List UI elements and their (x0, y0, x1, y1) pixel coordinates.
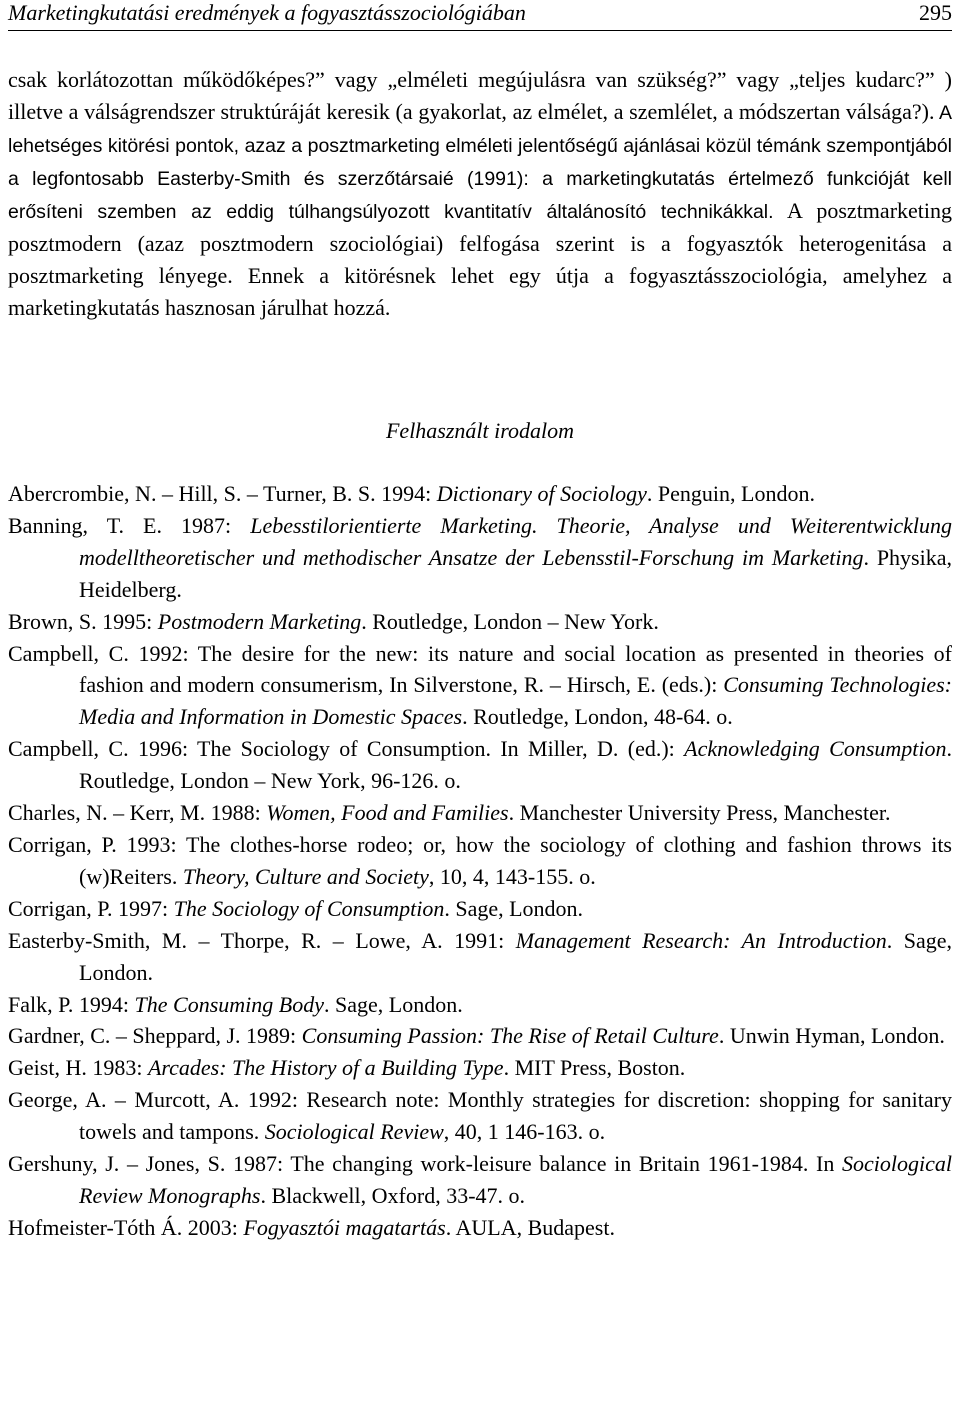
ref-title: Acknowledging Consumption (684, 736, 947, 762)
reference-item (8, 925, 952, 989)
ref-title: Arcades: The History of a Building Type (147, 1055, 504, 1081)
ref-publisher: . Penguin, London. (646, 481, 815, 506)
ref-title: Theory, Culture and Society (182, 863, 429, 889)
ref-author-year: Gardner, C. – Sheppard, J. 1989: (8, 1023, 302, 1049)
reference-item (8, 829, 952, 893)
ref-author-year: Corrigan, P. 1993: The clothes-horse rodeo; or, how the sociology of clothing and fashion throws its (w)Reiters. (8, 831, 952, 889)
running-header (8, 0, 952, 31)
ref-publisher: . MIT Press, Boston. (503, 1055, 686, 1081)
ref-publisher: . Routledge, London – New York, 96-126. o. (79, 736, 953, 794)
body-text-sans: A lehetséges kitörési pontok, azaz a posztmarketing elméleti jelentőségű ajánlásai közül témánk szempontjából a legfontosabb Easterby-Smith és szerzőtársaié (1991): a marketingkutatás értelmező funkcióját kell erősíteni szemben az eddig túlhangsúlyozott kvantitatív általánosító technikákkal. (8, 102, 952, 223)
reference-item (8, 893, 952, 925)
reference-item (8, 733, 952, 797)
running-title: Marketingkutatási eredmények a fogyasztásszociológiában (8, 0, 526, 25)
ref-title: The Sociology of Consumption (173, 895, 445, 921)
ref-publisher: . Routledge, London, 48-64. o. (462, 704, 733, 730)
reference-item (8, 478, 952, 510)
reference-item (8, 1052, 952, 1084)
reference-item (8, 1020, 952, 1052)
ref-title: Lebesstilorientierte Marketing. Theorie, Analyse und Weiterentwicklung modelltheoretischer und methodischer Ansatze der Lebensstil-Forschung im Marketing (79, 512, 952, 570)
ref-title: Consuming Technologies: Media and Information in Domestic Spaces (79, 672, 953, 730)
reference-item (8, 510, 952, 606)
ref-publisher: . Manchester University Press, Manchester. (508, 800, 891, 826)
ref-publisher: , 40, 1 146-163. o. (443, 1119, 606, 1145)
reference-item (8, 1084, 952, 1148)
ref-publisher: . Unwin Hyman, London. (718, 1023, 945, 1049)
ref-publisher: . Sage, London. (79, 927, 952, 985)
ref-publisher: . Blackwell, Oxford, 33-47. o. (260, 1182, 526, 1208)
section-title: Felhasznált irodalom (385, 418, 575, 443)
ref-title: Postmodern Marketing (157, 608, 362, 634)
reference-list (8, 478, 952, 1244)
ref-author-year: Campbell, C. 1992: The desire for the new: its nature and social location as presented in theories of fashion and modern consumerism, In Silverstone, R. – Hirsch, E. (eds.): (8, 640, 952, 698)
ref-author-year: Geist, H. 1983: (8, 1055, 148, 1081)
ref-author-year: Gershuny, J. – Jones, S. 1987: The changing work-leisure balance in Britain 1961-1984. In (8, 1151, 843, 1177)
ref-title: Women, Food and Families (266, 800, 509, 826)
ref-publisher: . Sage, London. (323, 991, 463, 1017)
ref-author-year: George, A. – Murcott, A. 1992: Research note: Monthly strategies for discretion: shopping for sanitary towels and tampons. (8, 1087, 952, 1145)
page-number: 295 (919, 0, 952, 25)
ref-author-year: Falk, P. 1994: (8, 991, 135, 1017)
ref-title: The Consuming Body (134, 991, 324, 1017)
ref-publisher: . Routledge, London – New York. (361, 608, 659, 634)
ref-title: Management Research: An Introduction (515, 927, 887, 953)
body-text-end: A posztmarketing posztmodern (azaz posztmodern szociológiai) felfogása szerint is a fogyasztók heterogenitása a posztmarketing lényege. Ennek a kitörésnek lehet egy útja a fogyasztásszociológia, amelyhez a marketingkutatás hasznosan járulhat hozzá. (8, 198, 953, 320)
reference-item (8, 606, 952, 638)
ref-title: Consuming Passion: The Rise of Retail Culture (301, 1023, 719, 1049)
body-text-serif: csak korlátozottan működőképes?” vagy „elméleti megújulásra van szükség?” vagy „teljes kudarc?” ) illetve a válságrendszer struktúráját keresik (a gyakorlat, az elmélet, a szemlélet, a módszertan válsága?). (8, 67, 952, 124)
ref-publisher: . AULA, Budapest. (445, 1214, 615, 1240)
ref-author-year: Charles, N. – Kerr, M. 1988: (8, 800, 267, 826)
reference-item (8, 1212, 952, 1244)
ref-title: Dictionary of Sociology (436, 481, 647, 506)
ref-author-year: Banning, T. E. 1987: (8, 512, 251, 538)
ref-title: Sociological Review (264, 1119, 444, 1145)
ref-publisher: , 10, 4, 143-155. o. (428, 863, 596, 889)
ref-title: Fogyasztói magatartás (243, 1214, 446, 1240)
ref-author-year: Brown, S. 1995: (8, 608, 158, 634)
ref-author-year: Campbell, C. 1996: The Sociology of Consumption. In Miller, D. (ed.): (8, 736, 685, 762)
ref-publisher: . Physika, Heidelberg. (79, 544, 952, 602)
ref-author-year: Corrigan, P. 1997: (8, 895, 174, 921)
ref-author-year: Hofmeister-Tóth Á. 2003: (8, 1214, 244, 1240)
body-paragraph (8, 64, 952, 324)
reference-item (8, 797, 952, 829)
reference-item (8, 989, 952, 1021)
reference-item (8, 1148, 952, 1212)
ref-author-year: Abercrombie, N. – Hill, S. – Turner, B. S. 1994: (8, 481, 437, 506)
ref-publisher: . Sage, London. (444, 895, 584, 921)
ref-title: Sociological Review Monographs (79, 1151, 952, 1208)
ref-author-year: Easterby-Smith, M. – Thorpe, R. – Lowe, A. 1991: (8, 927, 516, 953)
reference-item (8, 638, 952, 734)
